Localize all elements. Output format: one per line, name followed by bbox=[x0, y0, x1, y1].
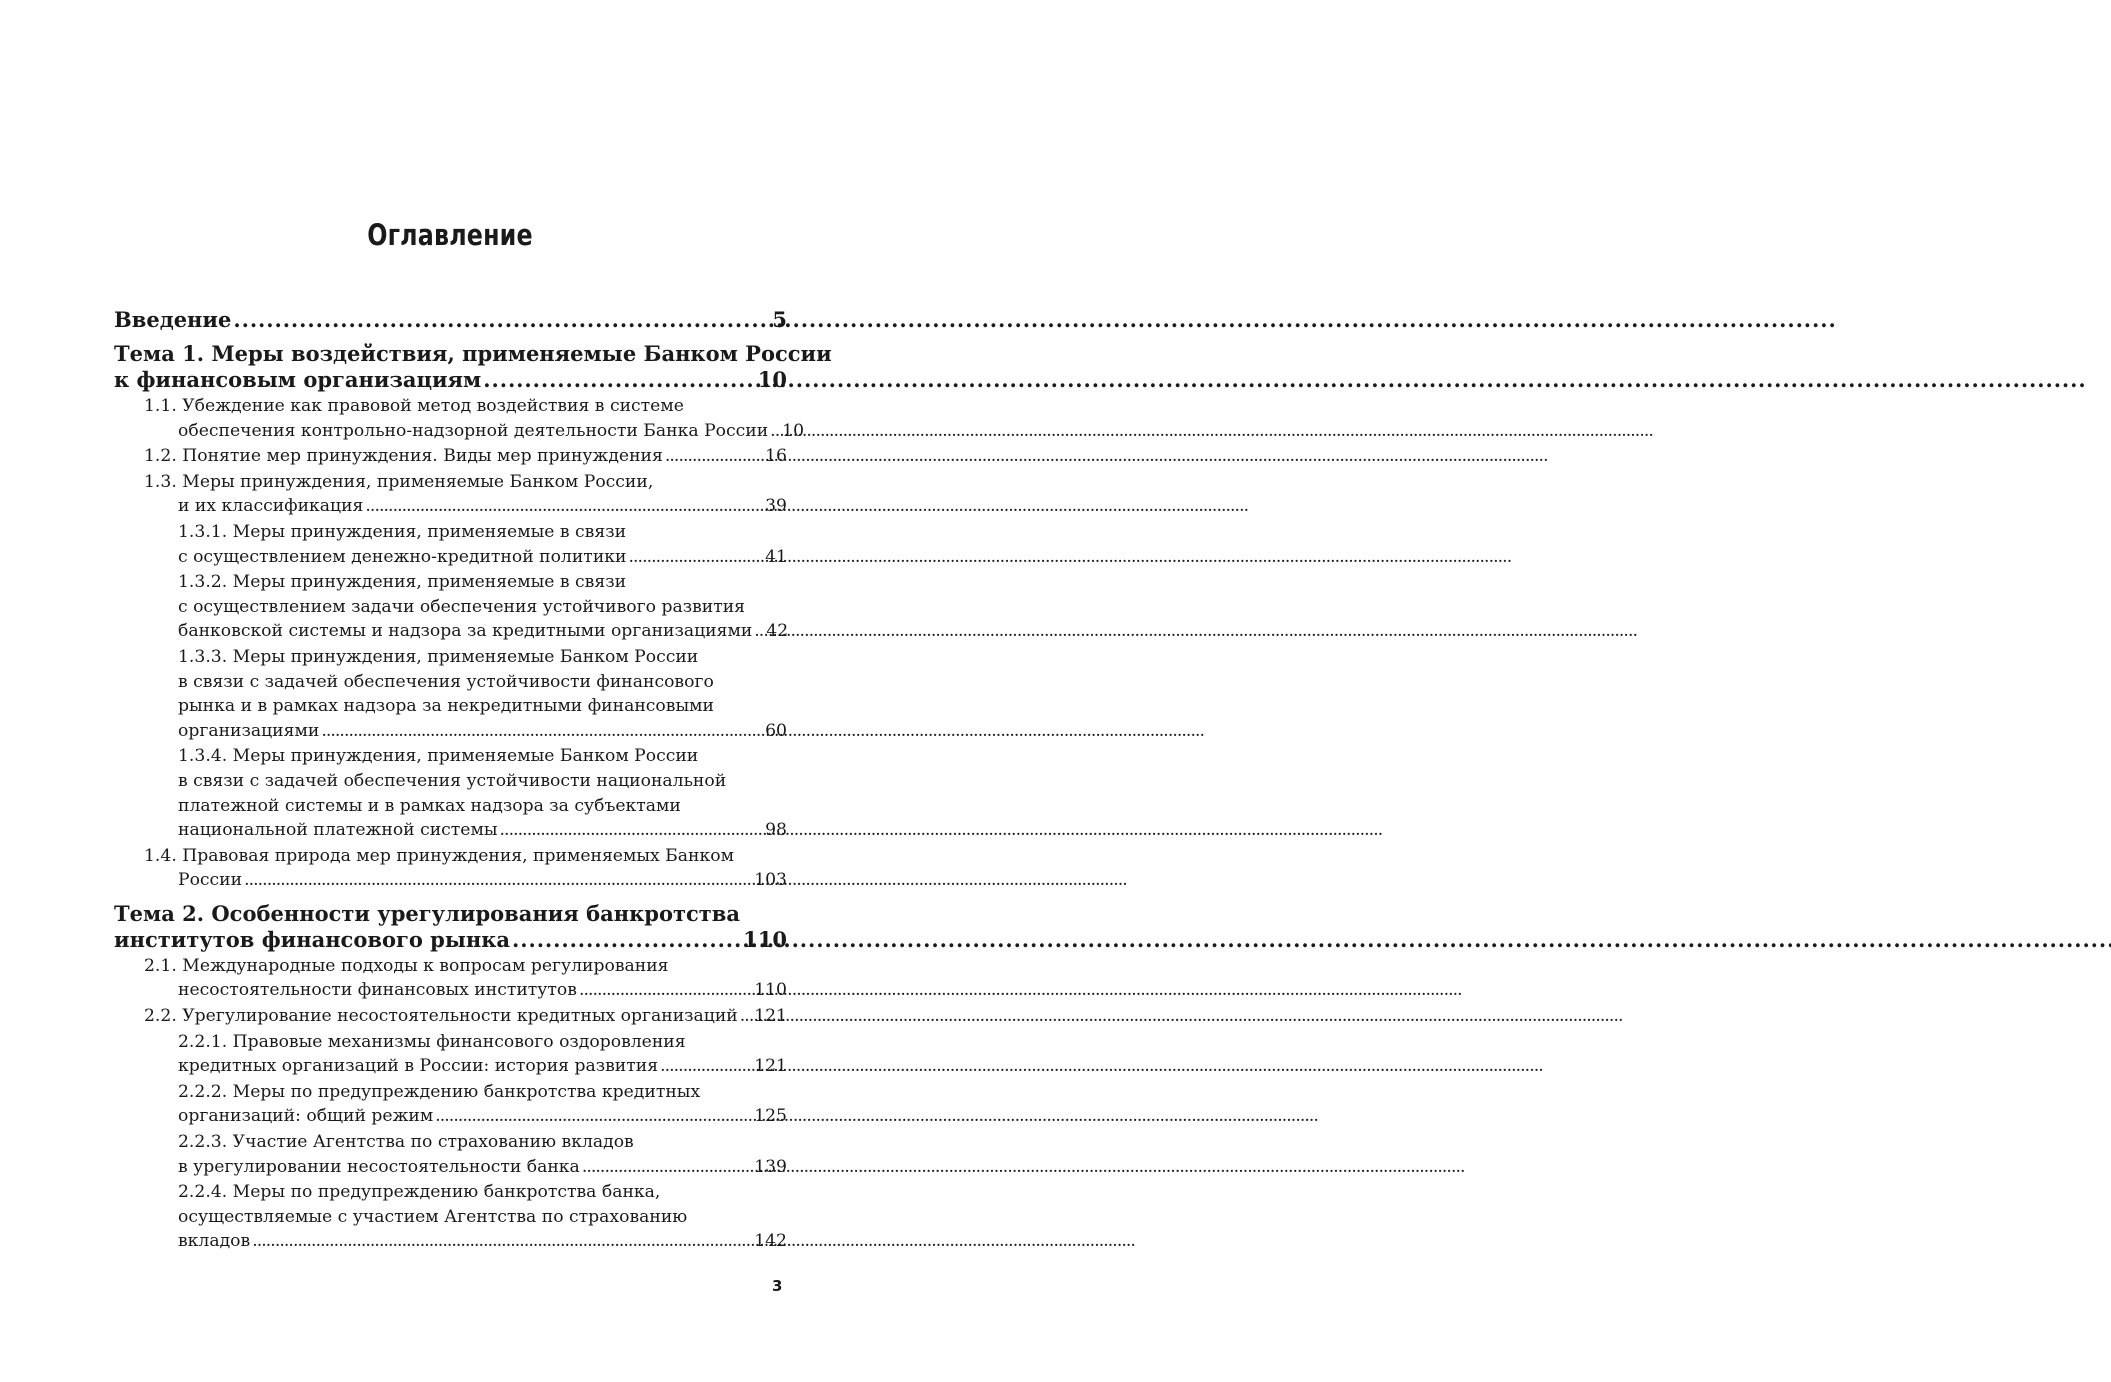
toc-entry-title: 1.4. Правовая природа мер принуждения, применяемых Банком bbox=[144, 845, 734, 866]
toc-entry-title: 2.2.2. Меры по предупреждению банкротства кредитных bbox=[178, 1081, 701, 1102]
toc-entry-title: 1.3.2. Меры принуждения, применяемые в связи bbox=[178, 572, 627, 593]
page-number: 3 bbox=[772, 1277, 783, 1295]
toc-entry-title: 2.2. Урегулирование несостоятельности кредитных организаций bbox=[144, 1006, 738, 1027]
dot-leader bbox=[770, 419, 780, 444]
toc-entry-page: 98 bbox=[765, 820, 787, 841]
toc-entry-page: 121 bbox=[754, 1056, 787, 1077]
toc-entry-title-cont: платежной системы и в рамках надзора за субъектами bbox=[178, 795, 681, 816]
toc-entry-title-cont: вкладов bbox=[178, 1231, 251, 1252]
toc-entry-topic-2[interactable] bbox=[114, 901, 787, 953]
toc-entry-page: 103 bbox=[754, 870, 787, 891]
toc-entry-title-cont: несостоятельности финансовых институтов bbox=[178, 980, 577, 1001]
toc-entry-title: 1.3.4. Меры принуждения, применяемые Банком России bbox=[178, 746, 699, 767]
toc-entry-title-cont: банковской системы и надзора за кредитными организациями bbox=[178, 621, 753, 642]
toc-entry-title: 2.2.3. Участие Агентства по страхованию вкладов bbox=[178, 1132, 634, 1153]
dot-leader bbox=[233, 307, 770, 333]
dot-leader bbox=[483, 367, 755, 393]
toc-entry-page: 142 bbox=[754, 1231, 787, 1252]
toc-entry-title: 1.2. Понятие мер принуждения. Виды мер принуждения bbox=[144, 446, 663, 467]
toc-entry-page: 41 bbox=[765, 546, 787, 567]
toc-entry-page: 125 bbox=[754, 1106, 787, 1127]
toc-entry-1-2[interactable] bbox=[114, 444, 787, 469]
dot-leader bbox=[252, 1229, 752, 1254]
dot-leader bbox=[579, 978, 752, 1003]
toc-entry-2-2-1[interactable] bbox=[114, 1030, 787, 1079]
toc-entry-page: 60 bbox=[765, 720, 787, 741]
toc-entry-1-3-2[interactable] bbox=[114, 570, 787, 644]
toc-entry-title: Тема 2. Особенности урегулирования банкротства bbox=[114, 900, 740, 926]
toc-entry-title-cont: в связи с задачей обеспечения устойчивости национальной bbox=[178, 770, 727, 791]
toc-entry-title-cont: в связи с задачей обеспечения устойчивости финансового bbox=[178, 671, 714, 692]
toc-entry-page: 39 bbox=[765, 496, 787, 517]
toc-entry-intro[interactable] bbox=[114, 307, 787, 333]
dot-leader bbox=[512, 927, 741, 953]
toc-entry-page: 10 bbox=[757, 367, 787, 392]
toc-entry-2-2[interactable] bbox=[114, 1004, 787, 1029]
toc-entry-title: Тема 1. Меры воздействия, применяемые Банком России bbox=[114, 341, 832, 366]
toc-entry-title-cont: в урегулировании несостоятельности банка bbox=[178, 1156, 580, 1177]
toc-entry-1-3-3[interactable] bbox=[114, 645, 787, 743]
toc-entry-title-cont: национальной платежной системы bbox=[178, 820, 498, 841]
toc-entry-title-cont: рынка и в рамках надзора за некредитными финансовыми bbox=[178, 696, 714, 717]
toc-entry-1-3-4[interactable] bbox=[114, 744, 787, 842]
toc-entry-title: 2.1. Международные подходы к вопросам регулирования bbox=[144, 955, 669, 976]
toc-entry-page: 42 bbox=[766, 621, 789, 642]
toc-entry-2-2-4[interactable] bbox=[114, 1180, 787, 1254]
toc-entry-2-2-3[interactable] bbox=[114, 1130, 787, 1179]
dot-leader bbox=[365, 494, 763, 519]
table-of-contents bbox=[114, 307, 832, 1254]
toc-entry-title: 2.2.4. Меры по предупреждению банкротства банка, bbox=[178, 1182, 661, 1203]
toc-entry-title-cont: с осуществлением денежно-кредитной политики bbox=[178, 546, 627, 567]
dot-leader bbox=[660, 1054, 752, 1079]
dot-leader bbox=[754, 619, 764, 644]
toc-entry-title-cont: с осуществлением задачи обеспечения устойчивого развития bbox=[178, 596, 746, 617]
toc-entry-title: 1.3.1. Меры принуждения, применяемые в связи bbox=[178, 521, 627, 542]
toc-entry-title: 1.3.3. Меры принуждения, применяемые Банком России bbox=[178, 646, 699, 667]
dot-leader bbox=[628, 545, 763, 570]
toc-entry-title-cont: осуществляемые с участием Агентства по страхованию bbox=[178, 1206, 688, 1227]
toc-entry-title: 2.2.1. Правовые механизмы финансового оздоровления bbox=[178, 1031, 686, 1052]
toc-entry-2-2-2[interactable] bbox=[114, 1080, 787, 1129]
toc-entry-topic-1[interactable] bbox=[114, 341, 832, 393]
toc-entry-1-1[interactable] bbox=[114, 394, 805, 443]
toc-entry-title-cont: России bbox=[178, 870, 243, 891]
toc-entry-title: Введение bbox=[114, 307, 232, 332]
toc-entry-page: 139 bbox=[754, 1156, 787, 1177]
toc-entry-2-1[interactable] bbox=[114, 954, 787, 1003]
toc-entry-title-cont: обеспечения контрольно-надзорной деятельности Банка России bbox=[178, 420, 769, 441]
dot-leader bbox=[740, 1004, 752, 1029]
toc-entry-page: 5 bbox=[772, 307, 787, 332]
toc-entry-title-cont: и их классификация bbox=[178, 496, 364, 517]
toc-entry-title-cont: к финансовым организациям bbox=[114, 367, 482, 392]
toc-entry-1-4[interactable] bbox=[114, 844, 787, 893]
toc-entry-page: 121 bbox=[754, 1006, 787, 1027]
dot-leader bbox=[435, 1104, 752, 1129]
toc-entry-title: 1.3. Меры принуждения, применяемые Банком России, bbox=[144, 471, 654, 492]
page-title: Оглавление bbox=[367, 218, 533, 252]
dot-leader bbox=[500, 818, 764, 843]
toc-entry-title: 1.1. Убеждение как правовой метод воздействия в системе bbox=[144, 396, 684, 416]
toc-entry-title-cont: институтов финансового рынка bbox=[114, 926, 511, 952]
dot-leader bbox=[582, 1155, 752, 1180]
toc-entry-page: 110 bbox=[743, 926, 787, 952]
toc-entry-page: 10 bbox=[782, 420, 805, 441]
toc-entry-title-cont: организаций: общий режим bbox=[178, 1106, 434, 1127]
dot-leader bbox=[244, 868, 752, 893]
toc-entry-1-3[interactable] bbox=[114, 470, 787, 519]
dot-leader bbox=[665, 444, 763, 469]
toc-entry-title-cont: организациями bbox=[178, 720, 320, 741]
toc-entry-title-cont: кредитных организаций в России: история развития bbox=[178, 1056, 659, 1077]
dot-leader bbox=[321, 719, 763, 744]
toc-entry-page: 16 bbox=[765, 446, 787, 467]
toc-entry-page: 110 bbox=[754, 980, 787, 1001]
toc-entry-1-3-1[interactable] bbox=[114, 520, 787, 569]
